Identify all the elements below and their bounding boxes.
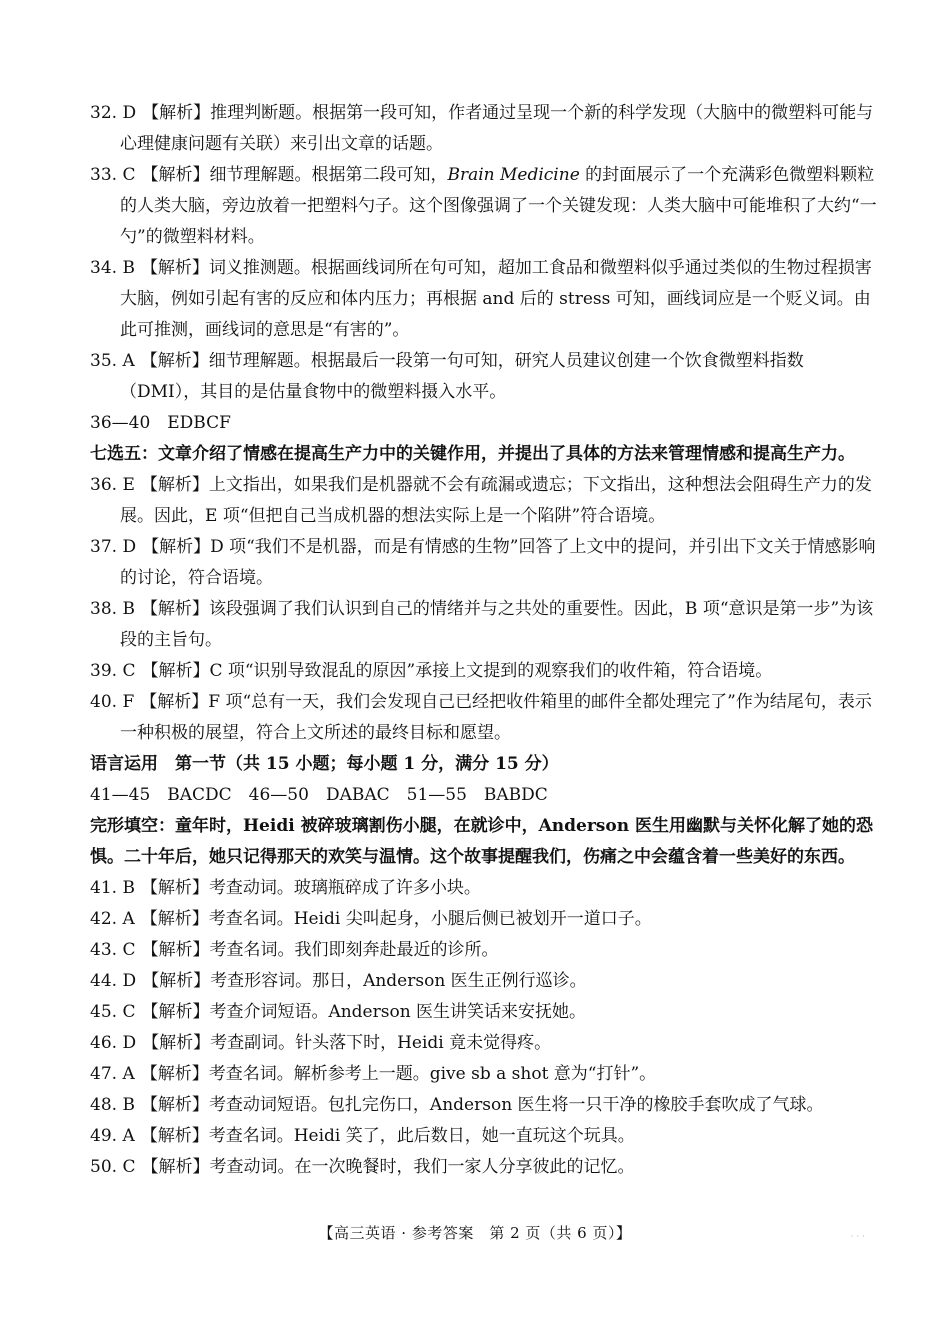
answer-item-45: 45. C 【解析】考查介词短语。Anderson 医生讲笑话来安抚她。 — [90, 1002, 587, 1022]
answer-item-46: 46. D 【解析】考查副词。针头落下时，Heidi 竟未觉得疼。 — [90, 1033, 552, 1053]
answer-item-40: 40. F 【解析】F 项“总有一天，我们会发现自己已经把收件箱里的邮件全都处理完了”作为结尾句，表示一种积极的展望，符合上文所述的最终目标和愿望。 — [90, 692, 872, 743]
answer-item-36: 36. E 【解析】上文指出，如果我们是机器就不会有疏漏或遗忘；下文指出，这种想法会阻碍生产力的发展。因此，E 项“但把自己当成机器的想法实际上是一个陷阱”符合语境。 — [90, 475, 872, 526]
answer-item-38: 38. B 【解析】该段强调了我们认识到自己的情绪并与之共处的重要性。因此，B 项“意识是第一步”为该段的主旨句。 — [90, 599, 874, 650]
answer-item-48: 48. B 【解析】考查动词短语。包扎完伤口，Anderson 医生将一只干净的橡胶手套吹成了气球。 — [90, 1095, 824, 1115]
answer-item-37: 37. D 【解析】D 项“我们不是机器，而是有情感的生物”回答了上文中的提问，并引出下文关于情感影响的讨论，符合语境。 — [90, 537, 876, 588]
corner-mark: · · · — [850, 1232, 865, 1242]
answer-item-39: 39. C 【解析】C 项“识别导致混乱的原因”承接上文提到的观察我们的收件箱，符合语境。 — [90, 661, 773, 681]
answer-item-42: 42. A 【解析】考查名词。Heidi 尖叫起身，小腿后侧已被划开一道口子。 — [90, 909, 652, 929]
answer-item-49: 49. A 【解析】考查名词。Heidi 笑了，此后数日，她一直玩这个玩具。 — [90, 1126, 635, 1146]
answer-item-41: 41. B 【解析】考查动词。玻璃瓶碎成了许多小块。 — [90, 878, 481, 898]
answer-content — [90, 98, 880, 1183]
answer-item-35: 35. A 【解析】细节理解题。根据最后一段第一句可知，研究人员建议创建一个饮食微塑料指数（DMI），其目的是估量食物中的微塑料摄入水平。 — [90, 351, 804, 402]
answer-item-47: 47. A 【解析】考查名词。解析参考上一题。give sb a shot 意为“打针”。 — [90, 1064, 657, 1084]
page-footer: 【高三英语 · 参考答案 第 2 页（共 6 页）】 — [318, 1224, 632, 1242]
seven-choose-five-summary: 七选五：文章介绍了情感在提高生产力中的关键作用，并提出了具体的方法来管理情感和提高生产力。 — [90, 444, 855, 464]
answers-41-55: 41—45 BACDC 46—50 DABAC 51—55 BABDC — [90, 785, 548, 805]
answers-36-40: 36—40 EDBCF — [90, 413, 231, 433]
section-title: 语言运用 第一节（共 15 小题；每小题 1 分，满分 15 分） — [90, 754, 559, 774]
answer-item-44: 44. D 【解析】考查形容词。那日，Anderson 医生正例行巡诊。 — [90, 971, 587, 991]
answer-item-34: 34. B 【解析】词义推测题。根据画线词所在句可知，超加工食品和微塑料似乎通过类似的生物过程损害大脑，例如引起有害的反应和体内压力；再根据 and 后的 stress 可知，画线词应是一个贬义词。由此可推测，画线词的意思是“有害的”。 — [90, 258, 872, 340]
answer-item-43: 43. C 【解析】考查名词。我们即刻奔赴最近的诊所。 — [90, 940, 499, 960]
answer-item-33: 33. C 【解析】细节理解题。根据第二段可知，Brain Medicine 的封面展示了一个充满彩色微塑料颗粒的人类大脑，旁边放着一把塑料勺子。这个图像强调了一个关键发现：人类大脑中可能堆积了大约“一勺”的微塑料材料。 — [90, 165, 877, 247]
answer-item-50: 50. C 【解析】考查动词。在一次晚餐时，我们一家人分享彼此的记忆。 — [90, 1157, 635, 1177]
cloze-summary: 完形填空：童年时，Heidi 被碎玻璃割伤小腿，在就诊中，Anderson 医生用幽默与关怀化解了她的恐惧。二十年后，她只记得那天的欢笑与温情。这个故事提醒我们，伤痛之中会蕴含着一些美好的东西。 — [90, 816, 873, 867]
answer-item-32: 32. D 【解析】推理判断题。根据第一段可知，作者通过呈现一个新的科学发现（大脑中的微塑料可能与心理健康问题有关联）来引出文章的话题。 — [90, 103, 874, 154]
